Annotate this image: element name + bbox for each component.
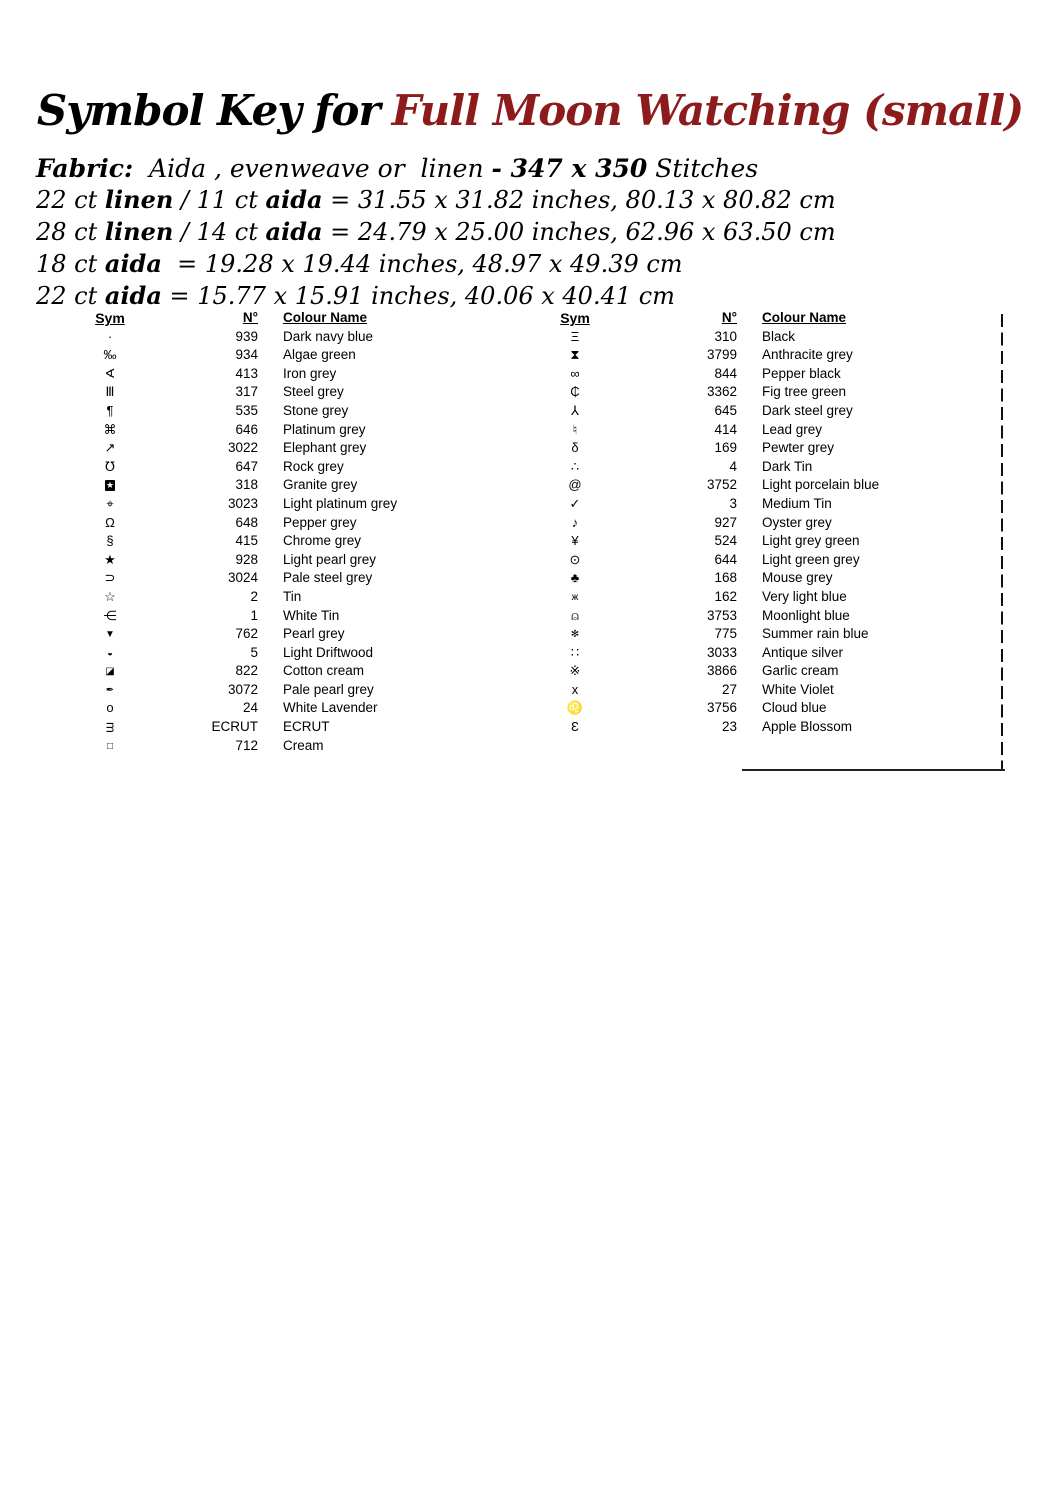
key-table-row — [540, 365, 970, 384]
leo-icon: ♌ — [566, 700, 584, 716]
northeast-arrow-icon: ↗ — [104, 440, 116, 456]
key-table-row — [540, 644, 970, 663]
barred-x-icon: ж — [571, 591, 579, 603]
floss-number: 645 — [714, 402, 737, 418]
fabric-info — [36, 153, 836, 312]
key-table-row — [540, 514, 970, 533]
key-table-row — [60, 439, 490, 458]
colour-name: Light platinum grey — [283, 495, 398, 511]
colour-name: Lead grey — [762, 421, 823, 437]
star-in-square-icon: ★ — [105, 480, 115, 491]
triangle-down-icon: ▼ — [105, 629, 115, 641]
key-table-row — [60, 328, 490, 347]
colour-name: Medium Tin — [762, 495, 832, 511]
key-table-row — [540, 718, 970, 737]
key-table-row — [60, 532, 490, 551]
floss-number: 712 — [235, 737, 258, 753]
floss-number: 3752 — [706, 477, 737, 493]
key-table-row — [60, 699, 490, 718]
circled-dot-icon: ⊙ — [569, 551, 581, 567]
colour-name: Black — [762, 328, 796, 344]
column-header-sym: Sym — [95, 310, 125, 326]
key-table-row — [60, 588, 490, 607]
natural-sign-icon: ♮ — [572, 421, 578, 437]
infinity-icon: ∞ — [570, 365, 580, 381]
key-table-row — [540, 699, 970, 718]
club-icon: ♣ — [570, 570, 580, 586]
turned-y-icon: ⅄ — [571, 402, 579, 418]
column-header-sym: Sym — [560, 310, 590, 326]
eighth-note-icon: ♪ — [571, 514, 579, 530]
proportion-icon: ∷ — [570, 644, 580, 660]
cedi-icon: ₵ — [570, 384, 580, 400]
key-table-row — [60, 718, 490, 737]
at-sign-icon: @ — [568, 477, 582, 493]
page-title-pattern-name: Full Moon Watching (small) — [391, 86, 1024, 135]
key-table-row — [60, 644, 490, 663]
key-table-row — [60, 383, 490, 402]
fabric-line: 22 ct aida = 15.77 x 15.91 inches, 40.06 x 40.41 cm — [36, 281, 675, 310]
colour-name: Light pearl grey — [283, 551, 377, 567]
key-table-row — [60, 551, 490, 570]
superset-icon: ⊃ — [104, 570, 116, 586]
fabric-line: 28 ct linen / 14 ct aida = 24.79 x 25.00 inches, 62.96 x 63.50 cm — [36, 217, 836, 246]
sideways-m-icon: ᴟ — [106, 719, 114, 735]
colour-name: Cotton cream — [283, 663, 365, 679]
column-header-name: Colour Name — [762, 310, 847, 325]
key-table-row — [540, 551, 970, 570]
position-marker-icon: ⌖ — [106, 495, 114, 511]
arch-dot-icon: ⍝ — [571, 607, 579, 623]
colour-name: Apple Blossom — [762, 719, 853, 735]
per-mille-icon: ‰ — [103, 347, 117, 363]
colour-name: Garlic cream — [762, 663, 839, 679]
colour-name: Light Driftwood — [283, 644, 374, 660]
floss-number: 169 — [714, 440, 737, 456]
hourglass-icon: ⧗ — [570, 347, 580, 363]
omega-icon: Ω — [105, 514, 115, 530]
colour-name: Mouse grey — [762, 570, 833, 586]
floss-number: 23 — [721, 719, 737, 735]
key-table-row — [60, 607, 490, 626]
colour-name: Chrome grey — [283, 533, 362, 549]
colour-name: Cloud blue — [762, 700, 827, 716]
floss-number: 317 — [235, 384, 258, 400]
delta-icon: δ — [571, 440, 579, 456]
floss-number: 414 — [714, 421, 737, 437]
colour-name: Moonlight blue — [762, 607, 850, 623]
colour-name: Light grey green — [762, 533, 860, 549]
key-table-row — [60, 681, 490, 700]
colour-name: Oyster grey — [762, 514, 832, 530]
colour-name: Elephant grey — [283, 440, 367, 456]
column-header-no: N° — [721, 310, 737, 325]
floss-number: 775 — [714, 626, 737, 642]
colour-name: White Violet — [762, 681, 834, 697]
key-table-row — [60, 365, 490, 384]
colour-name: Summer rain blue — [762, 626, 869, 642]
floss-number: 524 — [714, 533, 737, 549]
dot-icon: · — [107, 328, 113, 344]
key-table-header — [540, 309, 970, 328]
floss-number: 27 — [721, 681, 737, 697]
floss-number: 822 — [235, 663, 258, 679]
key-table-row — [540, 346, 970, 365]
colour-name: Granite grey — [283, 477, 358, 493]
colour-name: Pale steel grey — [283, 570, 373, 586]
key-table-row — [540, 662, 970, 681]
key-table-row — [540, 532, 970, 551]
floss-number: 3756 — [706, 700, 737, 716]
key-table-row — [540, 458, 970, 477]
empty-column-dashed-border — [1001, 314, 1003, 771]
colour-name: Light porcelain blue — [762, 477, 880, 493]
floss-number: 648 — [235, 514, 258, 530]
key-table-row — [540, 588, 970, 607]
floss-number: 5 — [250, 644, 258, 660]
floss-number: 3362 — [706, 384, 737, 400]
colour-name: Very light blue — [762, 588, 847, 604]
floss-number: 4 — [729, 458, 737, 474]
floss-number: ECRUT — [211, 719, 258, 735]
colour-name: Fig tree green — [762, 384, 847, 400]
colour-name: Iron grey — [283, 365, 337, 381]
column-header-no: N° — [242, 310, 258, 325]
colour-name: ECRUT — [283, 719, 330, 735]
colour-name: Cream — [283, 737, 324, 753]
white-square-icon: □ — [106, 740, 114, 752]
key-table-row — [60, 421, 490, 440]
key-table-row — [540, 569, 970, 588]
floss-number: 3023 — [227, 495, 258, 511]
roman-three-icon: Ⅲ — [105, 384, 115, 400]
colour-name: Algae green — [283, 347, 356, 363]
key-table-row — [540, 681, 970, 700]
key-table-row — [60, 476, 490, 495]
floss-number: 3022 — [227, 440, 258, 456]
key-table-header — [60, 309, 490, 328]
key-table-row — [540, 607, 970, 626]
colour-name: Dark Tin — [762, 458, 813, 474]
key-table-row — [540, 383, 970, 402]
colour-name: Antique silver — [762, 644, 844, 660]
colour-name: Pepper grey — [283, 514, 357, 530]
colour-name: Pearl grey — [283, 626, 345, 642]
symbol-key-table-right — [540, 309, 970, 737]
floss-number: 3866 — [706, 663, 737, 679]
floss-number: 3072 — [227, 681, 258, 697]
colour-name: Tin — [283, 588, 302, 604]
element-stroke-icon: ⋲ — [103, 607, 117, 623]
nib-icon: ✒ — [105, 684, 115, 696]
angle-icon: ∢ — [104, 365, 116, 381]
colour-name: Pepper black — [762, 365, 841, 381]
floss-number: 928 — [235, 551, 258, 567]
key-table-row — [60, 662, 490, 681]
floss-number: 535 — [235, 402, 258, 418]
colour-name: Light green grey — [762, 551, 860, 567]
floss-number: 934 — [235, 347, 258, 363]
key-table-row — [60, 495, 490, 514]
half-circle-icon: ◒ — [106, 647, 114, 659]
floss-number: 3799 — [706, 347, 737, 363]
colour-name: White Tin — [283, 607, 340, 623]
floss-number: 646 — [235, 421, 258, 437]
floss-number: 3753 — [706, 607, 737, 623]
floss-number: 927 — [714, 514, 737, 530]
letter-x-icon: x — [571, 681, 579, 697]
colour-name: Pale pearl grey — [283, 681, 374, 697]
floss-number: 1 — [250, 607, 258, 623]
floss-number: 415 — [235, 533, 258, 549]
key-table-row — [60, 569, 490, 588]
key-table-row — [60, 514, 490, 533]
black-star-icon: ★ — [104, 551, 116, 567]
colour-name: Steel grey — [283, 384, 344, 400]
colour-name: Dark navy blue — [283, 328, 374, 344]
key-table-row — [60, 402, 490, 421]
white-star-icon: ☆ — [104, 588, 116, 604]
page-title — [20, 86, 1040, 135]
floss-number: 644 — [714, 551, 737, 567]
key-table-row — [540, 421, 970, 440]
floss-number: 3024 — [227, 570, 258, 586]
symbol-key-table-left — [60, 309, 490, 755]
half-square-icon: ◪ — [105, 666, 115, 678]
colour-name: White Lavender — [283, 700, 378, 716]
empty-column-bottom-border — [742, 769, 1005, 771]
key-table-row — [540, 402, 970, 421]
key-table-row — [540, 625, 970, 644]
floss-number: 318 — [235, 477, 258, 493]
fabric-line: 22 ct linen / 11 ct aida = 31.55 x 31.82 inches, 80.13 x 80.82 cm — [36, 185, 836, 214]
colour-name: Rock grey — [283, 458, 344, 474]
page-title-prefix: Symbol Key for — [36, 86, 380, 135]
colour-name: Dark steel grey — [762, 402, 853, 418]
therefore-icon: ∴ — [570, 458, 580, 474]
floss-number: 939 — [235, 328, 258, 344]
floss-number: 24 — [242, 700, 258, 716]
column-header-name: Colour Name — [283, 310, 368, 325]
check-mark-icon: ✓ — [569, 495, 581, 511]
floss-number: 162 — [714, 588, 737, 604]
key-table-row — [60, 737, 490, 756]
yen-icon: ¥ — [571, 533, 579, 549]
colour-name: Stone grey — [283, 402, 349, 418]
fabric-line: Fabric: Aida , evenweave or linen - 347 x 350 Stitches — [36, 154, 759, 183]
colour-name: Anthracite grey — [762, 347, 853, 363]
mho-icon: ℧ — [105, 458, 115, 474]
pilcrow-icon: ¶ — [106, 402, 114, 418]
floss-number: 2 — [250, 588, 258, 604]
section-icon: § — [106, 533, 114, 549]
floss-number: 647 — [235, 458, 258, 474]
asterisk-icon: ✻ — [570, 629, 580, 641]
key-table-row — [540, 439, 970, 458]
floss-number: 3 — [729, 495, 737, 511]
floss-number: 168 — [714, 570, 737, 586]
key-table-row — [540, 476, 970, 495]
key-table-row — [60, 625, 490, 644]
floss-number: 413 — [235, 365, 258, 381]
command-icon: ⌘ — [103, 421, 117, 437]
key-table-row — [60, 346, 490, 365]
colour-name: Pewter grey — [762, 440, 835, 456]
open-e-icon: Ɛ — [571, 719, 579, 735]
floss-number: 844 — [714, 365, 737, 381]
key-table-row — [540, 495, 970, 514]
xi-icon: Ξ — [570, 328, 580, 344]
floss-number: 762 — [235, 626, 258, 642]
key-table-row — [60, 458, 490, 477]
fabric-line: 18 ct aida = 19.28 x 19.44 inches, 48.97 x 49.39 cm — [36, 249, 683, 278]
floss-number: 310 — [714, 328, 737, 344]
colour-name: Platinum grey — [283, 421, 366, 437]
reference-mark-icon: ※ — [569, 663, 581, 679]
key-table-row — [540, 328, 970, 347]
floss-number: 3033 — [706, 644, 737, 660]
letter-o-icon: o — [106, 700, 114, 716]
